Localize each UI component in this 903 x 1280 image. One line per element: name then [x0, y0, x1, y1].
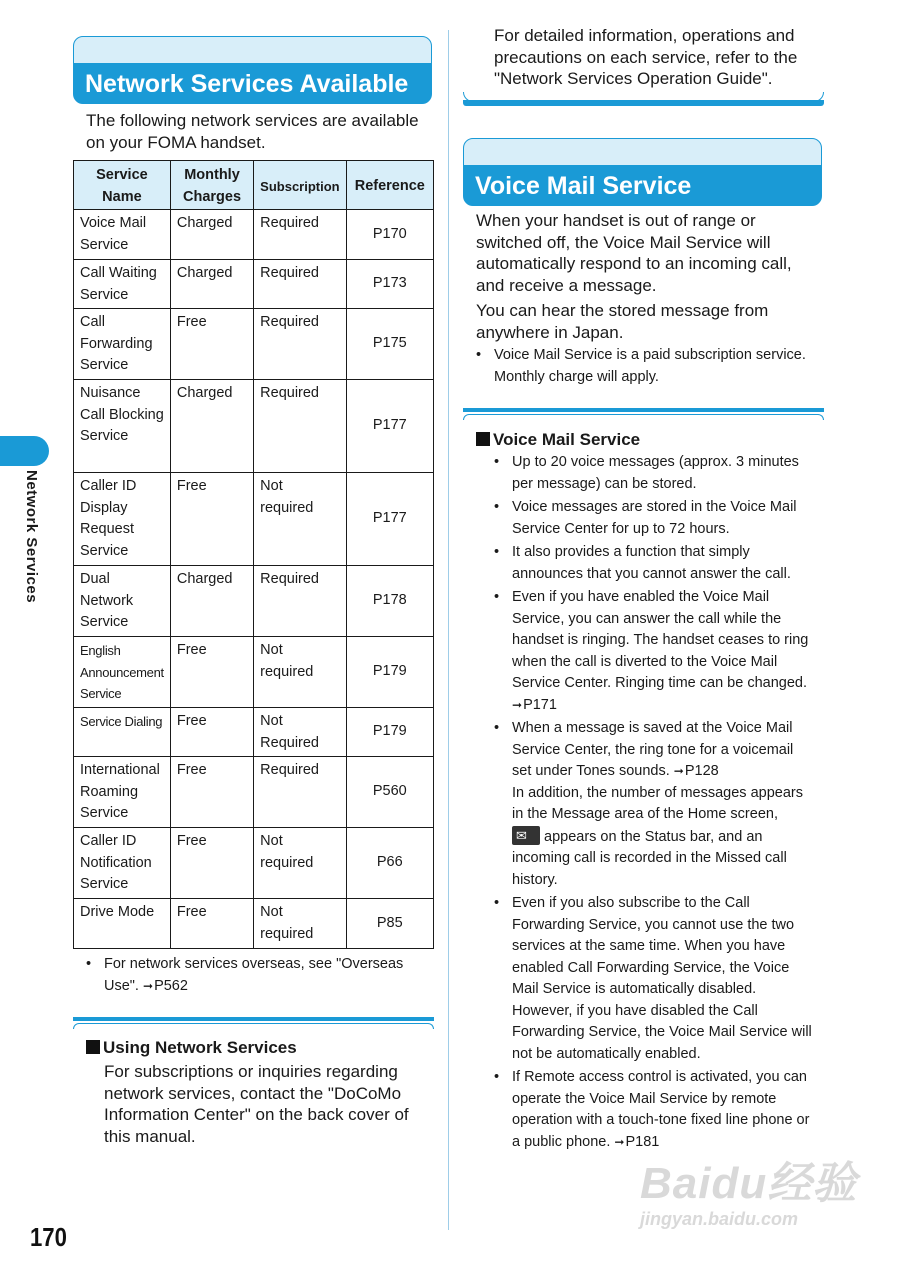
subscription-cell: Required [254, 566, 346, 637]
charges-cell: Free [170, 473, 253, 566]
services-table [73, 160, 434, 949]
chapter-tab-marker [0, 436, 49, 466]
reference-cell: P85 [346, 899, 433, 949]
list-item: • Even if you also subscribe to the Call Forwarding Service, you cannot use the two services at the same time. When you have enabled Call Forwarding Service, the Voice Mail Service is automatically disabled. However, if you have disabled the Call Forwarding Service, the Voice Mail Service will not be automatically enabled. [494, 893, 812, 1065]
network-services-title: Network Services Available [85, 70, 409, 98]
reference-cell: P179 [346, 708, 433, 757]
reference-arrow-icon: ➞ [143, 978, 154, 993]
list-item: • When a message is saved at the Voice Mail Service Center, the ring tone for a voicemail set under Tones sounds. ➞P128 In addition, the number of messages appears in the Message area of the Home screen, ✉appears on the Status bar, and an incoming call is recorded in the Missed call history. [494, 718, 812, 891]
subscription-cell: Required [254, 757, 346, 828]
service-name-cell: Voice Mail Service [74, 210, 171, 260]
charges-cell: Free [170, 899, 253, 949]
watermark-logo-text: Baidu经验 [640, 1159, 858, 1208]
service-name-cell: English Announcement Service [74, 637, 171, 708]
chapter-side-label: Network Services [23, 470, 40, 604]
charges-cell: Charged [170, 380, 253, 473]
page-number: 170 [30, 1222, 67, 1252]
table-row [74, 708, 434, 757]
reference-cell: P178 [346, 566, 433, 637]
service-name-cell: International Roaming Service [74, 757, 171, 828]
reference-cell: P179 [346, 637, 433, 708]
table-row [74, 473, 434, 566]
reference-cell: P170 [346, 210, 433, 260]
reference-arrow-icon: ➞ [614, 1134, 625, 1149]
table-row [74, 566, 434, 637]
voice-mail-intro: When your handset is out of range or switched off, the Voice Mail Service will automatically respond to an incoming call, and receive a message. [476, 211, 792, 295]
charges-cell: Free [170, 309, 253, 380]
subscription-cell: Required [254, 210, 346, 260]
service-name-cell: Call Forwarding Service [74, 309, 171, 380]
list-item: • Voice messages are stored in the Voice Mail Service Center for up to 72 hours. [494, 497, 812, 540]
operation-guide-note: For detailed information, operations and precautions on each service, refer to the "Network Services Operation Guide". [494, 26, 798, 88]
square-bullet-icon [86, 1040, 100, 1054]
service-name-cell: Call Waiting Service [74, 260, 171, 309]
using-network-services-text: For subscriptions or inquiries regarding network services, contact the "DoCoMo Information Center" on the back cover of this manual. [104, 1062, 409, 1146]
service-name-cell: Service Dialing [74, 708, 171, 757]
table-row [74, 309, 434, 380]
reference-arrow-icon: ➞ [673, 764, 684, 778]
col-header-monthly-charges: Monthly Charges [170, 161, 253, 210]
table-row [74, 210, 434, 260]
reference-cell: P177 [346, 473, 433, 566]
page-reference: P171 [523, 696, 557, 713]
subscription-cell: Not required [254, 473, 346, 566]
intro-text: The following network services are available on your FOMA handset. [86, 111, 419, 152]
service-name-cell: Nuisance Call Blocking Service [74, 380, 171, 473]
subscription-cell: Not required [254, 828, 346, 899]
square-bullet-icon [476, 432, 490, 446]
col-header-service-name: Service Name [74, 161, 171, 210]
table-row [74, 380, 434, 473]
guide-box-bottom-border [463, 92, 824, 106]
voice-mail-header [463, 138, 822, 206]
table-row [74, 757, 434, 828]
col-header-subscription: Subscription [254, 161, 346, 210]
reference-cell: P175 [346, 309, 433, 380]
list-item: • It also provides a function that simply announces that you cannot answer the call. [494, 542, 812, 585]
subscription-cell: Not Required [254, 708, 346, 757]
overseas-note [86, 954, 426, 997]
baidu-watermark [640, 1160, 860, 1230]
reference-cell: P177 [346, 380, 433, 473]
reference-cell: P173 [346, 260, 433, 309]
table-row [74, 260, 434, 309]
subscription-cell: Required [254, 380, 346, 473]
voicemail-status-icon [512, 826, 540, 845]
page-reference: P181 [625, 1133, 660, 1150]
voice-mail-details-list [494, 452, 812, 1155]
reference-arrow-icon: ➞ [512, 697, 523, 712]
voice-mail-anywhere: You can hear the stored message from anywhere in Japan. [476, 301, 769, 342]
subscription-cell: Not required [254, 637, 346, 708]
table-row [74, 899, 434, 949]
watermark-url: jingyan.baidu.com [640, 1209, 799, 1229]
network-services-header [73, 36, 432, 104]
service-name-cell: Caller ID Notification Service [74, 828, 171, 899]
list-item: • If Remote access control is activated, you can operate the Voice Mail Service by remote operation with a touch-tone fixed line phone or a public phone. ➞P181 [494, 1067, 812, 1153]
table-header-row [74, 161, 434, 210]
using-box-top-border [73, 1017, 434, 1027]
page-reference: P128 [684, 763, 719, 779]
list-item: • Up to 20 voice messages (approx. 3 minutes per message) can be stored. [494, 452, 812, 495]
voice-mail-title: Voice Mail Service [475, 172, 692, 200]
charges-cell: Charged [170, 260, 253, 309]
col-header-reference: Reference [346, 161, 433, 210]
service-name-cell: Caller ID Display Request Service [74, 473, 171, 566]
voice-mail-box-top-border [463, 408, 824, 418]
subscription-cell: Required [254, 260, 346, 309]
service-name-cell: Dual Network Service [74, 566, 171, 637]
subscription-cell: Required [254, 309, 346, 380]
voice-mail-box-heading: Voice Mail Service [476, 429, 640, 451]
table-row [74, 637, 434, 708]
charges-cell: Charged [170, 566, 253, 637]
using-network-services-heading: Using Network Services [86, 1037, 297, 1059]
charges-cell: Free [170, 637, 253, 708]
list-item: • Even if you have enabled the Voice Mail Service, you can answer the call while the handset is ringing. The handset ceases to ring when the call is diverted to the Voice Mail Service Center. Ringing time can be changed. ➞P171 [494, 587, 812, 716]
reference-cell: P66 [346, 828, 433, 899]
charges-cell: Free [170, 708, 253, 757]
overseas-note-text: For network services overseas, see "Overseas Use". [104, 956, 404, 994]
charges-cell: Charged [170, 210, 253, 260]
service-name-cell: Drive Mode [74, 899, 171, 949]
overseas-note-ref: P562 [154, 977, 188, 994]
table-row [74, 828, 434, 899]
charges-cell: Free [170, 828, 253, 899]
column-divider [448, 30, 449, 1230]
subscription-cell: Not required [254, 899, 346, 949]
charges-cell: Free [170, 757, 253, 828]
paid-service-note: • Voice Mail Service is a paid subscription service. Monthly charge will apply. [476, 345, 821, 388]
reference-cell: P560 [346, 757, 433, 828]
